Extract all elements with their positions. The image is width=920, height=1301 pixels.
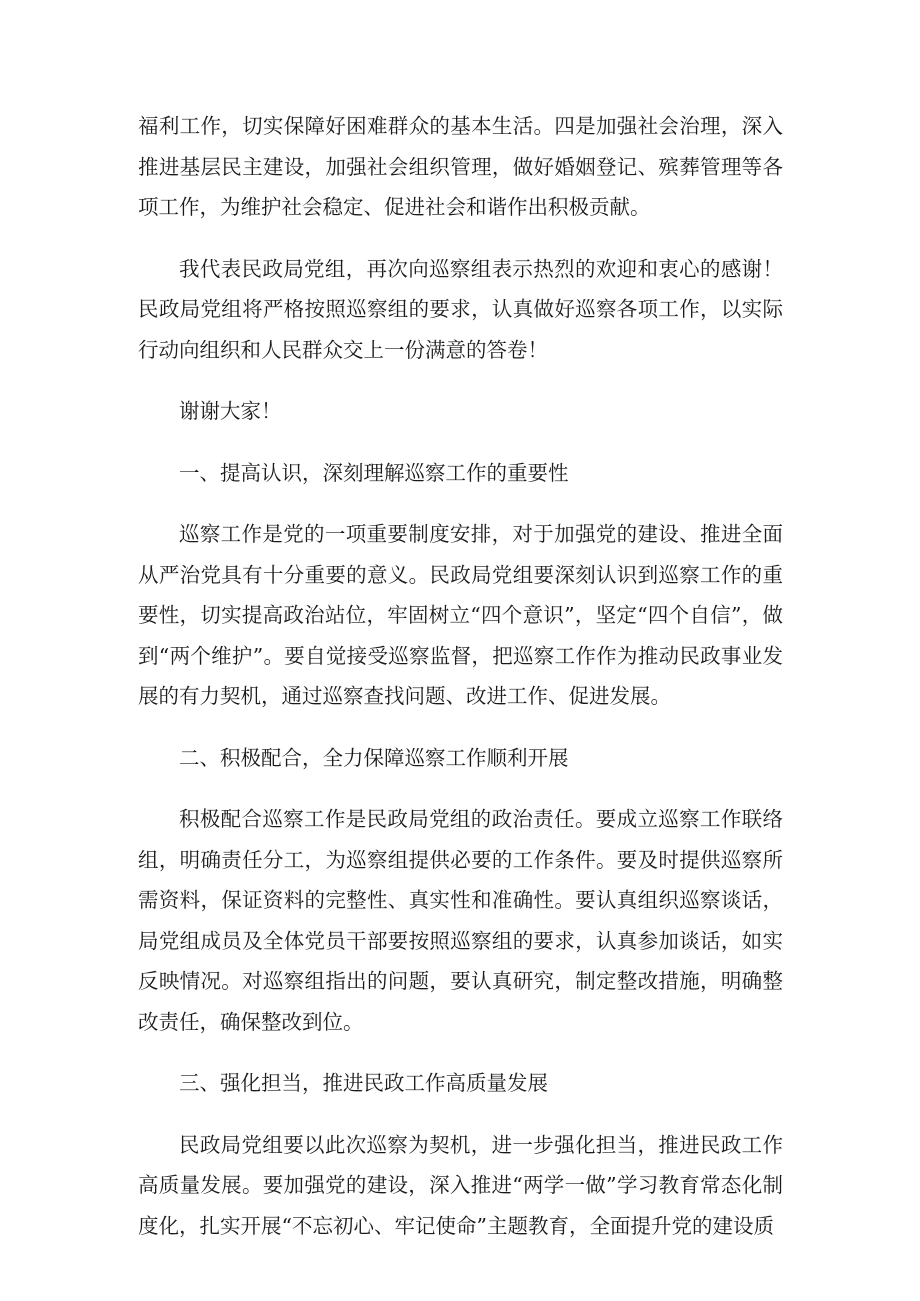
paragraph-section-3: 民政局党组要以此次巡察为契机，进一步强化担当，推进民政工作高质量发展。要加强党的建设，深入推进“两学一做”学习教育常态化制度化，扎实开展“不忘初心、牢记使命”主题教育，全面提升党的建设质: [138, 1132, 783, 1238]
document-body: [138, 106, 783, 1267]
section-heading-1: 一、提高认识，深刻理解巡察工作的重要性: [179, 460, 569, 485]
paragraph-thanks-statement: 我代表民政局党组，再次向巡察组表示热烈的欢迎和衷心的感谢！民政局党组将严格按照巡察组的要求，认真做好巡察各项工作，以实际行动向组织和人民群众交上一份满意的答卷！: [138, 256, 783, 362]
paragraph-section-2: 积极配合巡察工作是民政局党组的政治责任。要成立巡察工作联络组，明确责任分工，为巡察组提供必要的工作条件。要及时提供巡察所需资料，保证资料的完整性、真实性和准确性。要认真组织巡察谈话，局党组成员及全体党员干部要按照巡察组的要求，认真参加谈话，如实反映情况。对巡察组指出的问题，要认真研究，制定整改措施，明确整改责任，确保整改到位。: [138, 807, 783, 1034]
paragraph-section-1: 巡察工作是党的一项重要制度安排，对于加强党的建设、推进全面从严治党具有十分重要的意义。民政局党组要深刻认识到巡察工作的重要性，切实提高政治站位，牢固树立“四个意识”，坚定“四个自信”，做到“两个维护”。要自觉接受巡察监督，把巡察工作作为推动民政事业发展的有力契机，通过巡察查找问题、改进工作、促进发展。: [138, 522, 783, 708]
section-heading-2: 二、积极配合，全力保障巡察工作顺利开展: [179, 745, 569, 770]
section-heading-3: 三、强化担当，推进民政工作高质量发展: [179, 1071, 548, 1095]
paragraph-closing: 谢谢大家！: [179, 399, 282, 423]
paragraph-continued: 福利工作，切实保障好困难群众的基本生活。四是加强社会治理，深入推进基层民主建设，加强社会组织管理，做好婚姻登记、殡葬管理等各项工作，为维护社会稳定、促进社会和谐作出积极贡献。: [138, 114, 783, 219]
